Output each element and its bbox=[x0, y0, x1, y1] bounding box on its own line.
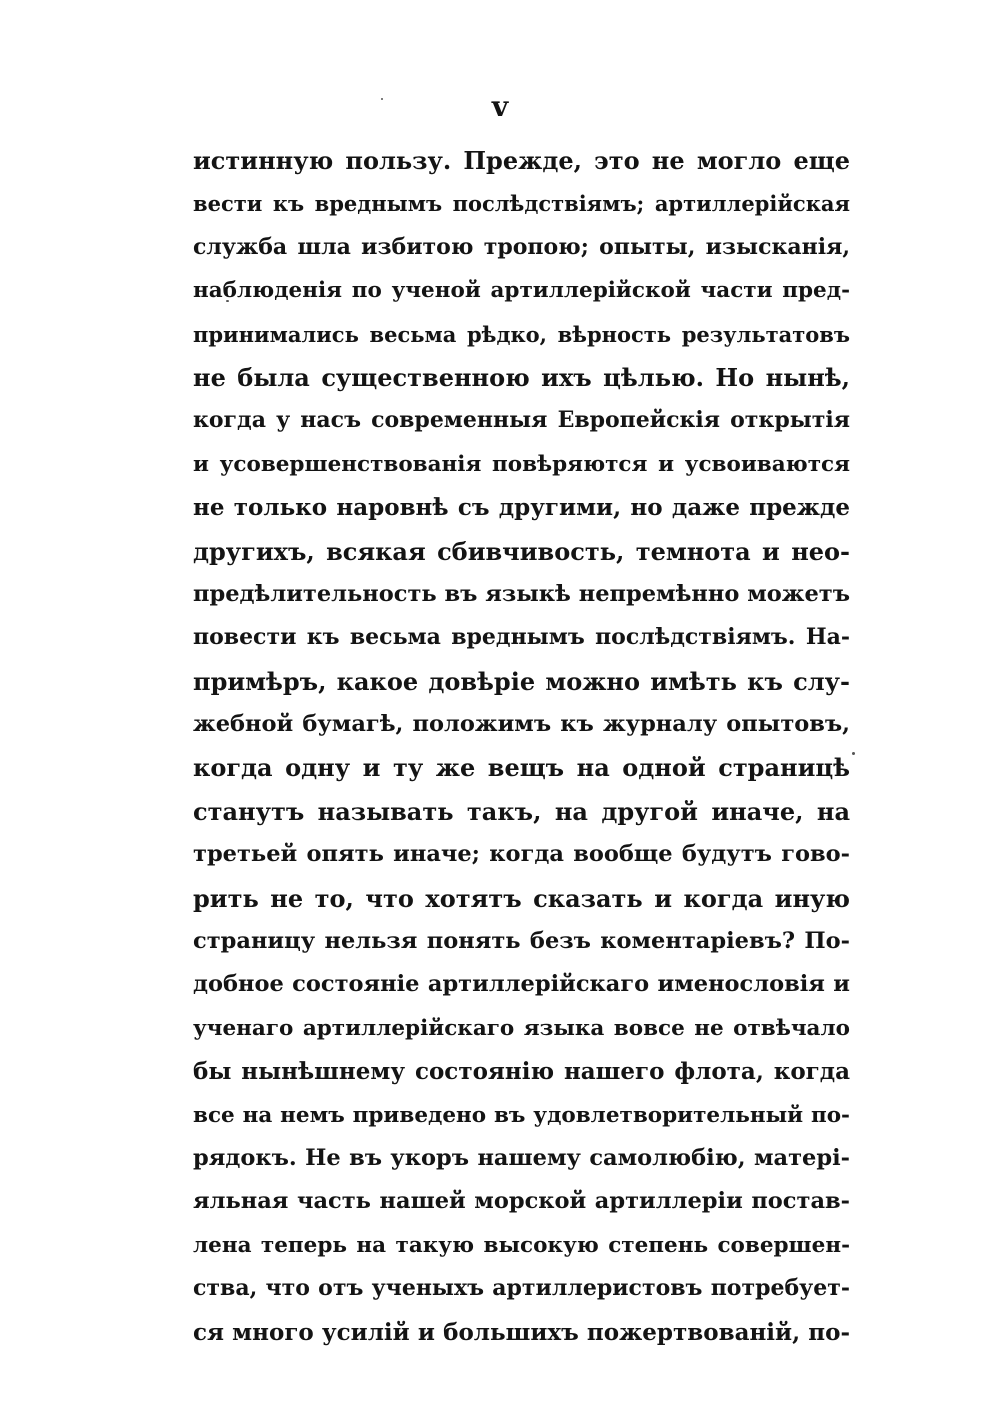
text-line: страницу нельзя понять безъ коментаріевъ? По- bbox=[193, 928, 850, 955]
text-line: добное состояніе артиллерійскаго именословія и bbox=[193, 971, 850, 998]
text-line: ся много усилій и большихъ пожертвованій, по- bbox=[193, 1318, 850, 1346]
text-line: жебной бумагѣ, положимъ къ журналу опытовъ, bbox=[193, 711, 850, 738]
text-line: другихъ, всякая сбивчивость, темнота и нео- bbox=[193, 536, 850, 566]
text-line: третьей опять иначе; когда вообще будутъ гово- bbox=[193, 841, 850, 868]
text-line: станутъ называть такъ, на другой иначе, на bbox=[193, 796, 850, 826]
text-line: рядокъ. Не въ укоръ нашему самолюбію, матері- bbox=[193, 1144, 850, 1171]
text-line: предѣлительность въ языкѣ непремѣнно можетъ bbox=[193, 580, 850, 607]
text-line: яльная часть нашей морской артиллеріи постав- bbox=[193, 1188, 850, 1215]
print-speck bbox=[381, 98, 383, 100]
text-line: служба шла избитою тропою; опыты, изысканія, bbox=[193, 233, 850, 260]
text-line: рить не то, что хотятъ сказать и когда иную bbox=[193, 883, 850, 913]
text-line: ученаго артиллерійскаго языка вовсе не отвѣчало bbox=[193, 1015, 850, 1041]
text-line: вести къ вреднымъ послѣдствіямъ; артиллерійская bbox=[193, 191, 850, 217]
text-line: наблюденія по ученой артиллерійской части пред- bbox=[193, 278, 850, 304]
text-line: примѣръ, какое довѣріе можно имѣть къ слу- bbox=[193, 666, 850, 696]
text-line: ства, что отъ ученыхъ артиллеристовъ потребует- bbox=[193, 1275, 850, 1302]
text-line: когда одну и ту же вещъ на одной страницѣ bbox=[193, 753, 850, 783]
text-line: лена теперь на такую высокую степень совершен- bbox=[193, 1232, 850, 1258]
text-line: не была существенною ихъ цѣлью. Но нынѣ, bbox=[193, 362, 850, 392]
text-line: все на немъ приведено въ удовлетворительный по- bbox=[193, 1102, 850, 1128]
page-number: v bbox=[491, 90, 509, 123]
text-line: бы нынѣшнему состоянію нашего флота, когда bbox=[193, 1058, 850, 1086]
text-line: и усовершенствованія повѣряются и усвоиваются bbox=[193, 451, 850, 477]
text-line: когда у насъ современныя Европейскія открытія bbox=[193, 407, 850, 434]
text-line: повести къ весьма вреднымъ послѣдствіямъ. На- bbox=[193, 624, 850, 651]
text-line: принимались весьма рѣдко, вѣрность результатовъ bbox=[193, 321, 850, 347]
body-text bbox=[193, 139, 850, 1354]
text-line: истинную пользу. Прежде, это не могло еще bbox=[193, 146, 850, 175]
text-line: не только наровнѣ съ другими, но даже прежде bbox=[193, 494, 850, 522]
print-speck bbox=[852, 752, 855, 755]
